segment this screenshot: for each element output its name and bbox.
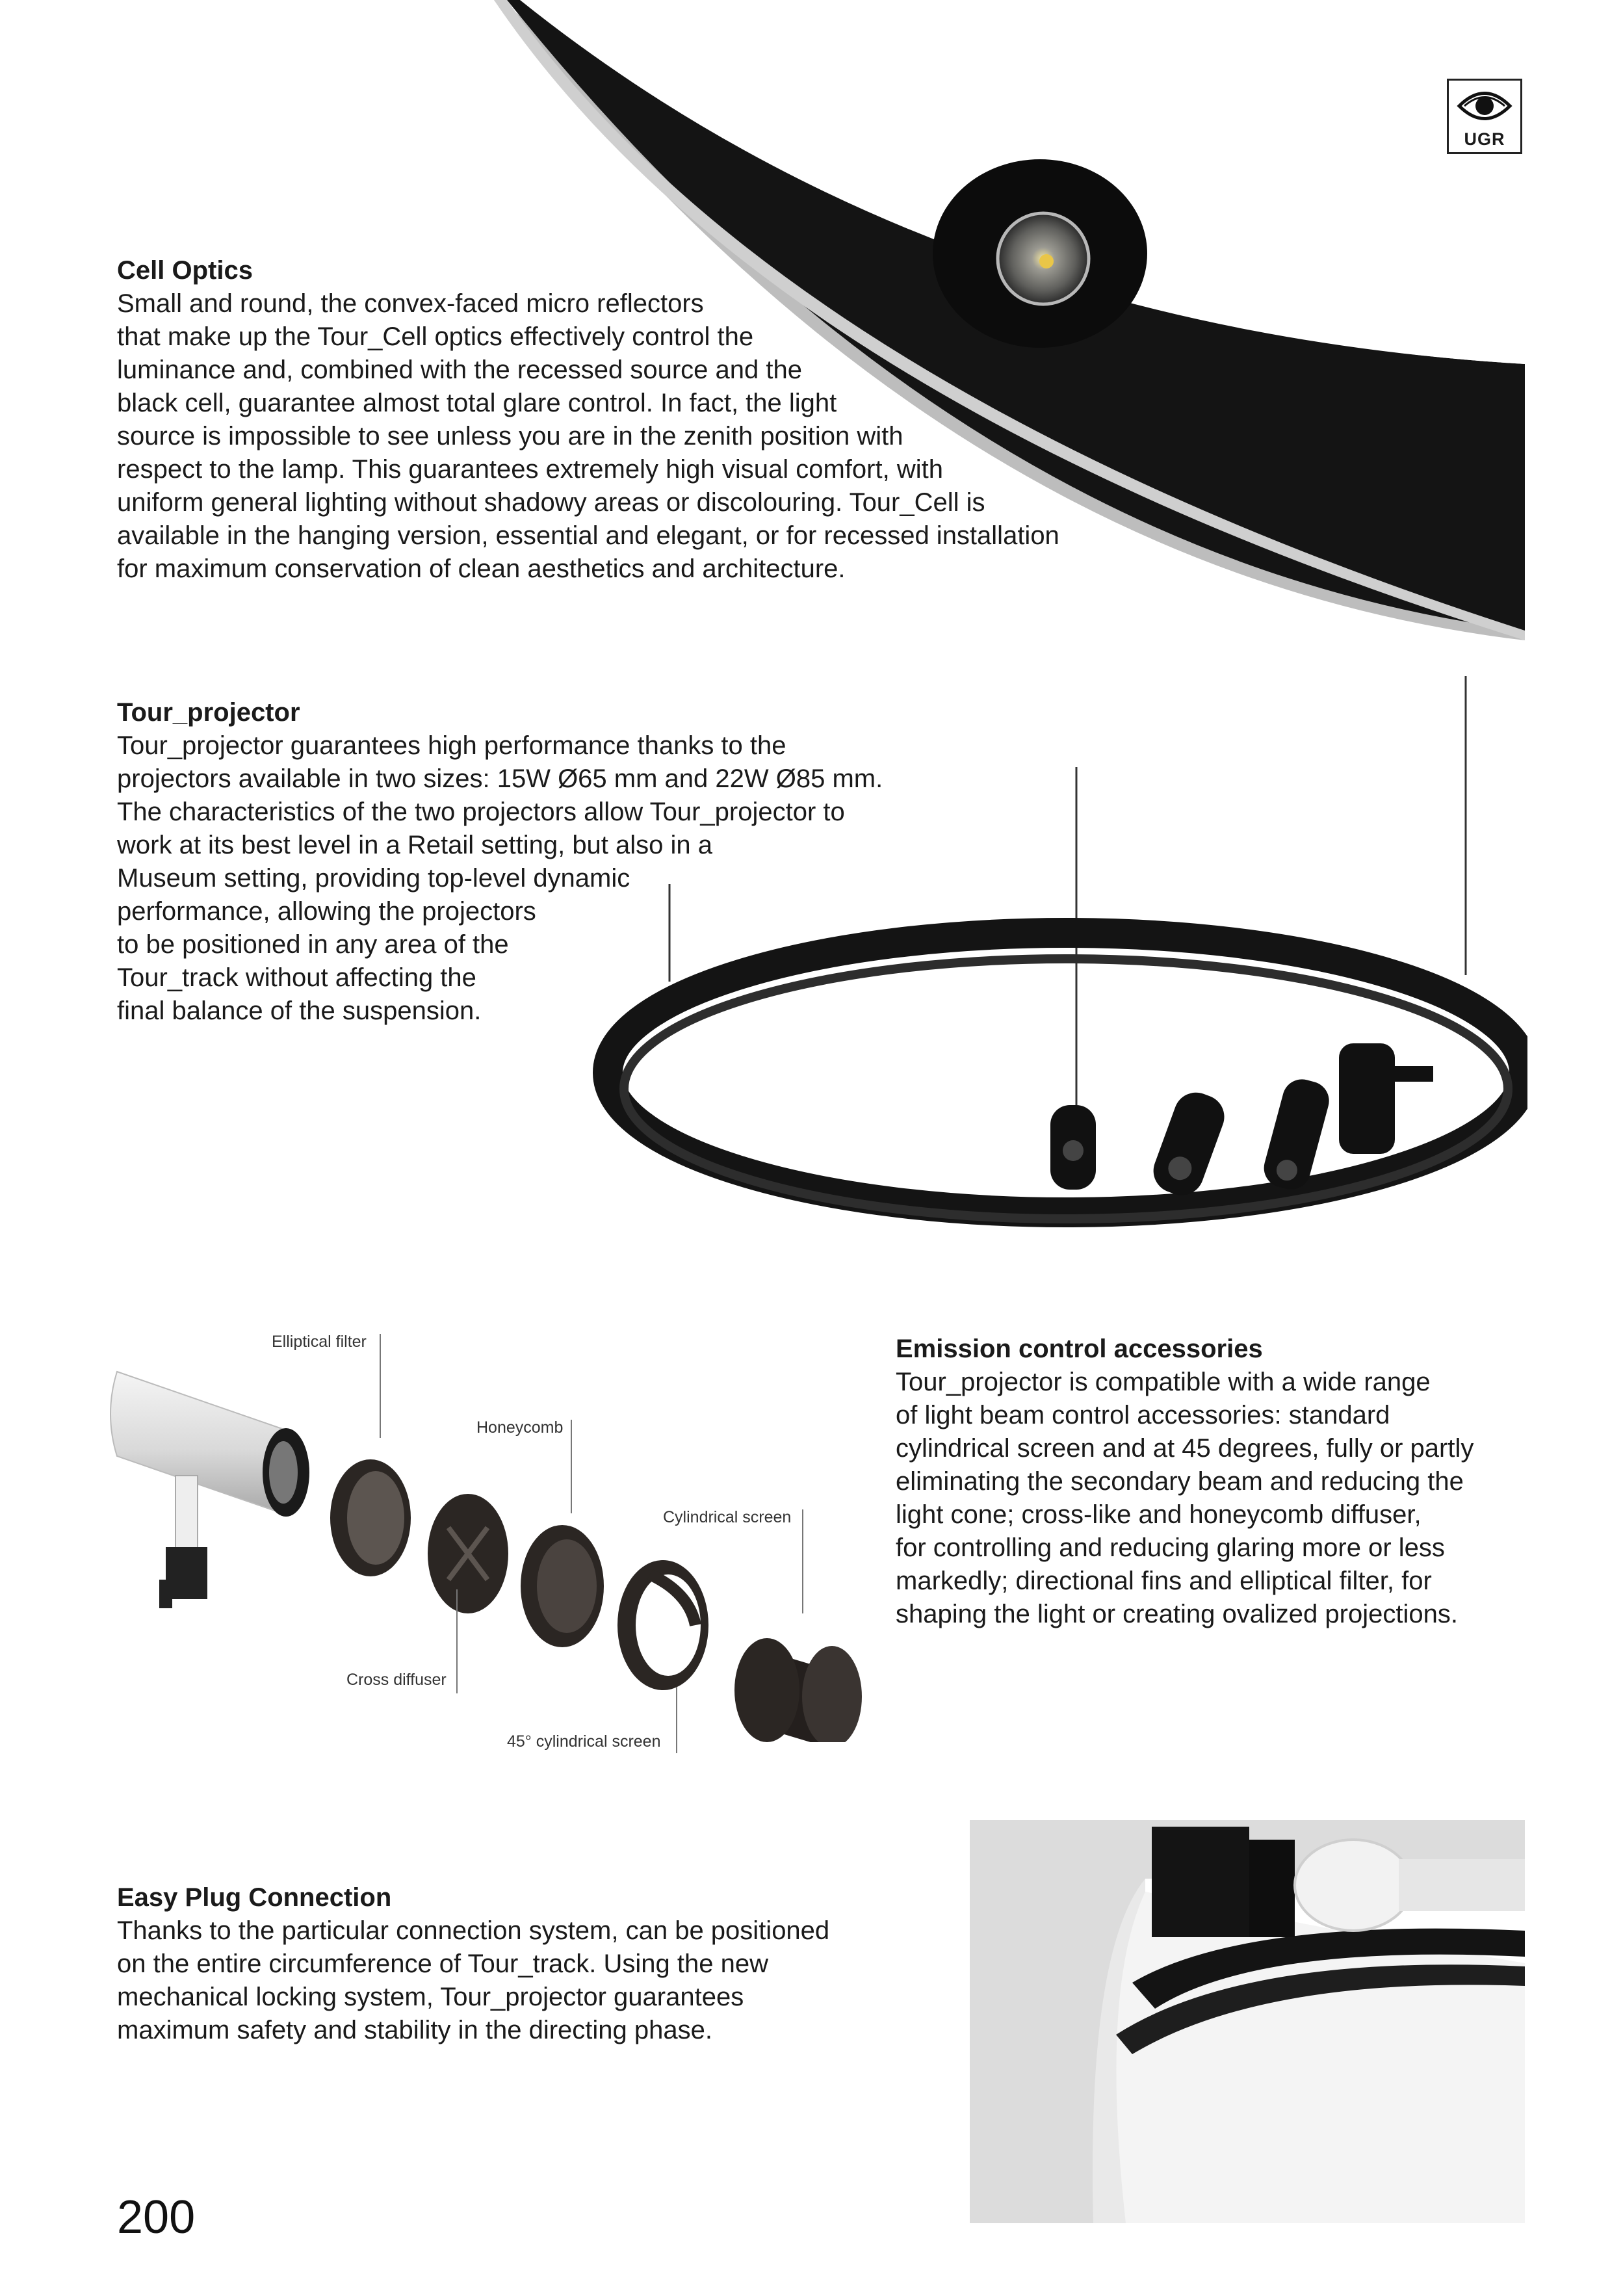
accessories-exploded-image (104, 1333, 864, 1742)
tour-projector-body: Tour_projector guarantees high performance thanks to the projectors available in two sizes: 15W Ø65 mm and 22W Ø85 mm. The characteristics of the two projectors allow Tour_projector to work at its best level in a Retail setting, but also in a Museum setting, providing top-level dynamic performance, allowing the projectors to be positioned in any area of the Tour_track without affecting the final balance of the suspension. (117, 731, 883, 1025)
leader-elliptical-filter (380, 1334, 381, 1438)
cylindrical-screen-part (734, 1638, 862, 1742)
emission-title: Emission control accessories (896, 1335, 1263, 1363)
eye-icon (1457, 87, 1513, 125)
elliptical-filter-part (330, 1459, 411, 1576)
projector-4 (1339, 1043, 1433, 1154)
easy-plug-title: Easy Plug Connection (117, 1883, 392, 1912)
label-cross-diffuser: Cross diffuser (346, 1671, 447, 1689)
tour-projector-title: Tour_projector (117, 698, 300, 727)
easy-plug-body: Thanks to the particular connection system, can be positioned on the entire circumference of Tour_track. Using the new mechanical locking system, Tour_projector guarantees maximum safety and stability in the directing phase. (117, 1916, 830, 2044)
label-cylindrical-45: 45° cylindrical screen (507, 1732, 661, 1751)
leader-cylindrical-screen (802, 1509, 803, 1613)
page-number: 200 (117, 2191, 196, 2243)
cell-optics-body: Small and round, the convex-faced micro reflectors that make up the Tour_Cell optics effectively control the luminance and, combined with the recessed source and the black cell, guarantee almost total glare control. In fact, the light source is impossible to see unless you are in the zenith position with respect to the lamp. This guarantees extremely high visual comfort, with uniform general lighting without shadowy areas or discolouring. Tour_Cell is available in the hanging version, essential and elegant, or for recessed installation for maximum conservation of clean aesthetics and architecture. (117, 289, 1059, 583)
silver-projector (110, 1372, 309, 1608)
cylindrical-45-part (617, 1560, 708, 1690)
emission-body: Tour_projector is compatible with a wide range of light beam control accessories: standard cylindrical screen and at 45 degrees, fully or partly eliminating the secondary beam and reducing the light cone; cross-like and honeycomb diffuser, for controlling and reducing glaring more or less markedly; directional fins and elliptical filter, for shaping the light or creating ovalized projections. (896, 1368, 1474, 1628)
label-cylindrical-screen: Cylindrical screen (663, 1508, 792, 1526)
cell-optics-section (117, 254, 1131, 586)
leader-honeycomb (571, 1420, 572, 1513)
tour-projector-section (117, 696, 975, 1028)
projector-1 (1050, 1105, 1096, 1190)
leader-cylindrical-45 (676, 1687, 677, 1753)
label-elliptical-filter: Elliptical filter (272, 1333, 367, 1351)
label-honeycomb: Honeycomb (476, 1418, 564, 1437)
easy-plug-section (117, 1881, 962, 2047)
emission-section (896, 1333, 1546, 1631)
leader-cross-diffuser (456, 1589, 458, 1693)
projector-2 (1147, 1086, 1230, 1201)
cross-diffuser-part (428, 1494, 508, 1613)
cell-optics-title: Cell Optics (117, 256, 253, 285)
easy-plug-image (970, 1820, 1525, 2223)
ugr-badge (1447, 79, 1522, 154)
honeycomb-part (521, 1525, 604, 1647)
ugr-label: UGR (1464, 129, 1505, 149)
